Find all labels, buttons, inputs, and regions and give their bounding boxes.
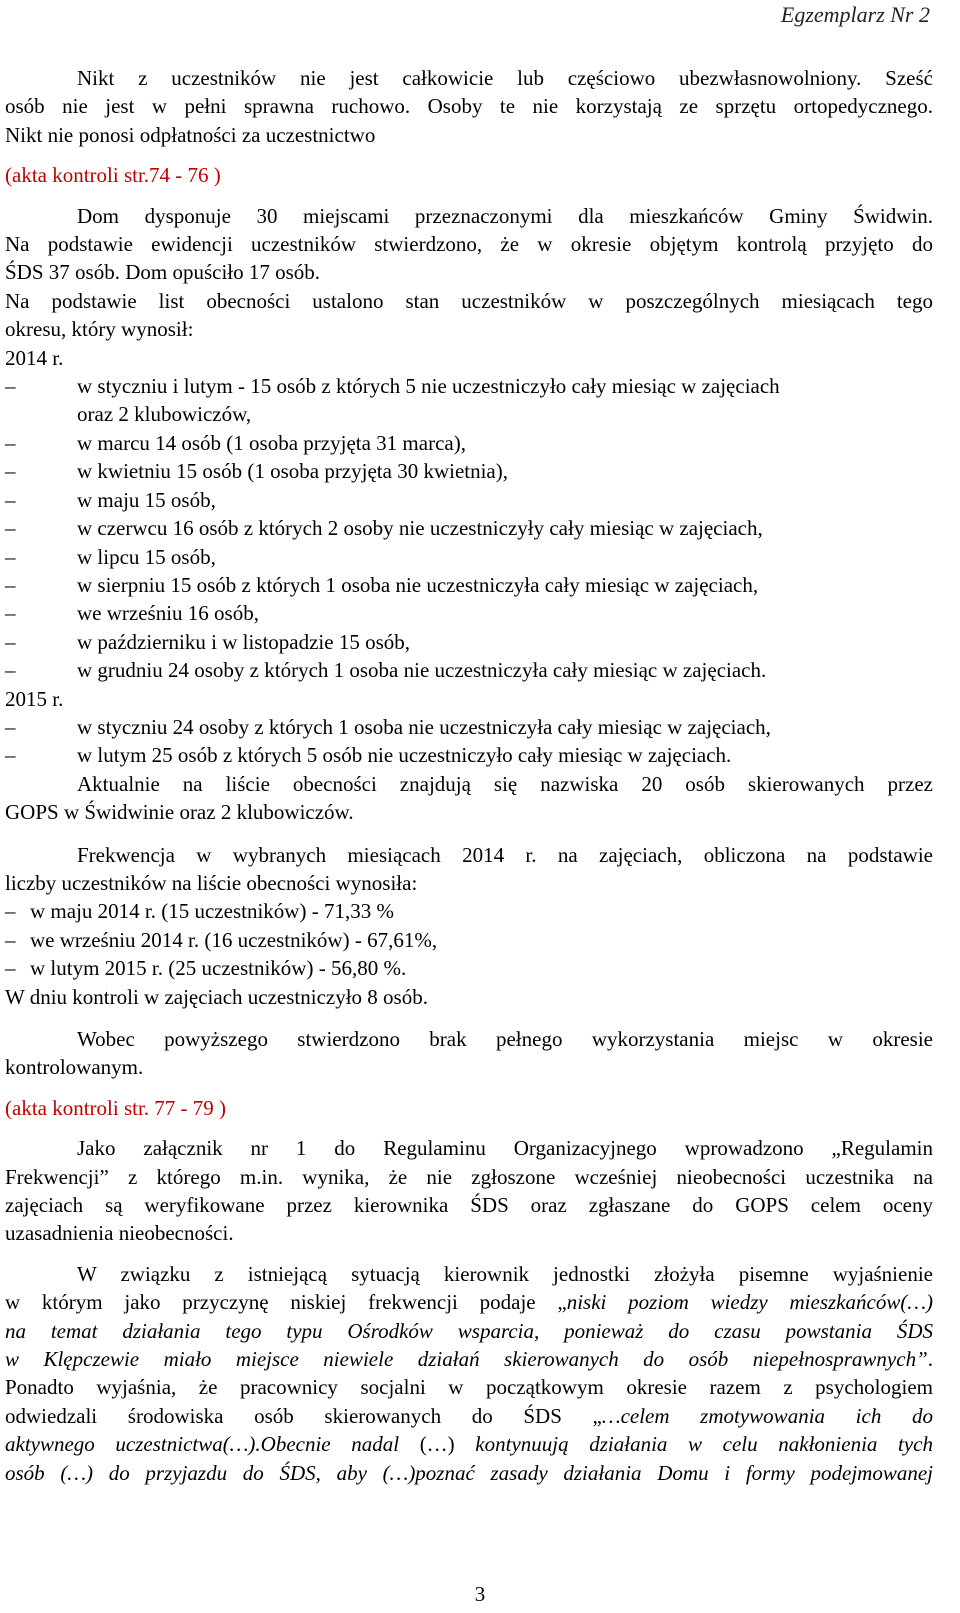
paragraph-frequency: [5, 841, 933, 898]
text-line: ŚDS 37 osób. Dom opuściło 17 osób.: [5, 260, 321, 285]
text-line: uzasadnienia nieobecności.: [5, 1221, 234, 1246]
text-line: kontrolowanym.: [5, 1055, 144, 1080]
text-line: Ponadto wyjaśnia, że pracownicy socjalni w początkowym okresie razem z psychologiem: [5, 1375, 933, 1400]
quote-span: niski poziom wiedzy mieszkańców(…): [566, 1290, 933, 1315]
list-item: – w lipcu 15 osób,: [5, 544, 216, 569]
list-item: – w grudniu 24 osoby z których 1 osoba nie uczestniczyła cały miesiąc w zajęciach.: [5, 658, 767, 683]
quote-span: …celem zmotywowania ich do: [601, 1403, 933, 1428]
list-item-text: w kwietniu 15 osób (1 osoba przyjęta 30 kwietnia),: [77, 459, 508, 484]
list-item: – w styczniu 24 osoby z których 1 osoba nie uczestniczyła cały miesiąc w zajęciach,: [5, 714, 771, 739]
paragraph-capacity: [5, 202, 933, 287]
list-2015: [5, 713, 933, 770]
list-item-text: w grudniu 24 osoby z których 1 osoba nie uczestniczyła cały miesiąc w zajęciach.: [77, 658, 767, 683]
paragraph-inspection-day: W dniu kontroli w zajęciach uczestniczyło 8 osób.: [5, 984, 428, 1009]
text-span: w którym jako przyczynę niskiej frekwencji podaje „: [5, 1290, 567, 1315]
list-item: – we wrześniu 16 osób,: [5, 601, 259, 626]
text-line: W związku z istniejącą sytuacją kierownik jednostki złożyła pisemne wyjaśnienie: [77, 1261, 933, 1286]
list-item: – w styczniu i lutym - 15 osób z których 5 nie uczestniczyło cały miesiąc w zajęciach oraz 2 klubowiczów,: [5, 374, 780, 427]
text-line: Jako załącznik nr 1 do Regulaminu Organizacyjnego wprowadzono „Regulamin: [77, 1136, 933, 1161]
text-line: Nikt nie ponosi odpłatności za uczestnictwo: [5, 122, 376, 147]
list-item-text: w styczniu 24 osoby z których 1 osoba nie uczestniczyła cały miesiąc w zajęciach,: [77, 714, 771, 739]
text-line: Frekwencja w wybranych miesiącach 2014 r. na zajęciach, obliczona na podstawie: [77, 842, 933, 867]
text-line: liczby uczestników na liście obecności wynosiła:: [5, 870, 418, 895]
list-item: – w maju 15 osób,: [5, 487, 216, 512]
list-item-text: we wrześniu 2014 r. (16 uczestników) - 67,61%,: [30, 927, 438, 952]
text-line: Na podstawie list obecności ustalono stan uczestników w poszczególnych miesiącach tego: [5, 288, 933, 313]
list-item: – w lutym 25 osób z których 5 osób nie uczestniczyło cały miesiąc w zajęciach.: [5, 743, 732, 768]
list-item-text: oraz 2 klubowiczów,: [77, 402, 252, 427]
list-item-text: we wrześniu 16 osób,: [77, 601, 259, 626]
text-line: Na podstawie ewidencji uczestników stwierdzono, że w okresie objętym kontrolą przyjęto do: [5, 232, 933, 257]
text-line: zajęciach są weryfikowane przez kierownika ŚDS oraz zgłaszane do GOPS celem oceny: [5, 1193, 933, 1218]
reference-note: (akta kontroli str.74 - 76 ): [5, 163, 221, 188]
paragraph-attendance-lists: [5, 287, 933, 344]
text-line: [5, 1288, 933, 1316]
quote-line: osób (…) do przyjazdu do ŚDS, aby (…)poznać zasady działania Domu i formy podejmowanej: [5, 1460, 933, 1485]
paragraph-participants-status: [5, 64, 933, 149]
list-item-text: w lutym 2015 r. (25 uczestników) - 56,80 %.: [30, 956, 407, 981]
text-line: GOPS w Świdwinie oraz 2 klubowiczów.: [5, 800, 354, 825]
text-line: Dom dysponuje 30 miejscami przeznaczonymi dla mieszkańców Gminy Świdwin.: [77, 203, 933, 228]
list-item-text: w maju 2014 r. (15 uczestników) - 71,33 %: [30, 899, 394, 924]
text-line: [5, 1402, 933, 1430]
paragraph-explanation: [5, 1260, 933, 1487]
quote-span: w Klępczewie miało miejsce niewiele działań skierowanych do osób niepełnosprawnych”: [5, 1347, 928, 1372]
quote-span: kontynuują działania w celu nakłonienia tych: [454, 1432, 933, 1457]
list-item-text: w styczniu i lutym - 15 osób z których 5 nie uczestniczyło cały miesiąc w zajęciach: [77, 374, 780, 399]
text-span: (…): [419, 1432, 455, 1457]
text-line: Frekwencji” z którego m.in. wynika, że nie zgłoszone wcześniej nieobecności uczestnika na: [5, 1164, 933, 1189]
list-item-text: w marcu 14 osób (1 osoba przyjęta 31 marca),: [77, 430, 466, 455]
reference-note: (akta kontroli str. 77 - 79 ): [5, 1095, 227, 1120]
list-item-text: w czerwcu 16 osób z których 2 osoby nie uczestniczyły cały miesiąc w zajęciach,: [77, 516, 763, 541]
quote-span: aktywnego uczestnictwa(…).Obecnie nadal: [5, 1432, 420, 1457]
list-frequency: [5, 897, 933, 982]
list-item-text: w sierpniu 15 osób z których 1 osoba nie uczestniczyła cały miesiąc w zajęciach,: [77, 572, 759, 597]
text-line: Wobec powyższego stwierdzono brak pełnego wykorzystania miejsc w okresie: [77, 1027, 933, 1051]
list-item: – w sierpniu 15 osób z których 1 osoba nie uczestniczyła cały miesiąc w zajęciach,: [5, 572, 759, 597]
document-body: [5, 64, 933, 1487]
text-span: .: [927, 1347, 933, 1372]
paragraph-current-list: [5, 770, 933, 827]
list-item-text: w październiku i w listopadzie 15 osób,: [77, 629, 411, 654]
quote-line: na temat działania tego typu Ośrodków wsparcia, ponieważ do czasu powstania ŚDS: [5, 1318, 933, 1343]
list-item: – we wrześniu 2014 r. (16 uczestników) - 67,61%,: [5, 927, 438, 952]
document-header: Egzemplarz Nr 2: [780, 2, 930, 27]
list-item: – w październiku i w listopadzie 15 osób,: [5, 629, 411, 654]
year-label: 2015 r.: [5, 686, 64, 711]
paragraph-regulation: [5, 1134, 933, 1248]
list-item: – w czerwcu 16 osób z których 2 osoby nie uczestniczyły cały miesiąc w zajęciach,: [5, 516, 763, 541]
list-item: – w maju 2014 r. (15 uczestników) - 71,33 %: [5, 899, 394, 924]
list-item-text: w lipcu 15 osób,: [77, 544, 216, 569]
text-line: osób nie jest w pełni sprawna ruchowo. Osoby te nie korzystają ze sprzętu ortopedycznego.: [5, 94, 933, 119]
text-line: [5, 1345, 933, 1373]
list-item-text: w lutym 25 osób z których 5 osób nie uczestniczyło cały miesiąc w zajęciach.: [77, 743, 732, 768]
list-item: – w marcu 14 osób (1 osoba przyjęta 31 marca),: [5, 430, 466, 455]
text-line: Aktualnie na liście obecności znajdują się nazwiska 20 osób skierowanych przez: [77, 771, 933, 796]
text-line: okresu, który wynosił:: [5, 317, 194, 342]
year-label: 2014 r.: [5, 345, 64, 370]
list-2014: [5, 372, 933, 684]
text-line: Nikt z uczestników nie jest całkowicie lub częściowo ubezwłasnowolniony. Sześć: [77, 66, 933, 90]
list-item: – w kwietniu 15 osób (1 osoba przyjęta 30 kwietnia),: [5, 459, 508, 484]
text-line: [5, 1430, 933, 1458]
page-number: 3: [474, 1582, 486, 1606]
list-item: – w lutym 2015 r. (25 uczestników) - 56,80 %.: [5, 956, 407, 981]
paragraph-conclusion: [5, 1025, 933, 1082]
list-item-text: w maju 15 osób,: [77, 487, 216, 512]
text-span: odwiedzali środowiska osób skierowanych do ŚDS „: [5, 1403, 602, 1428]
